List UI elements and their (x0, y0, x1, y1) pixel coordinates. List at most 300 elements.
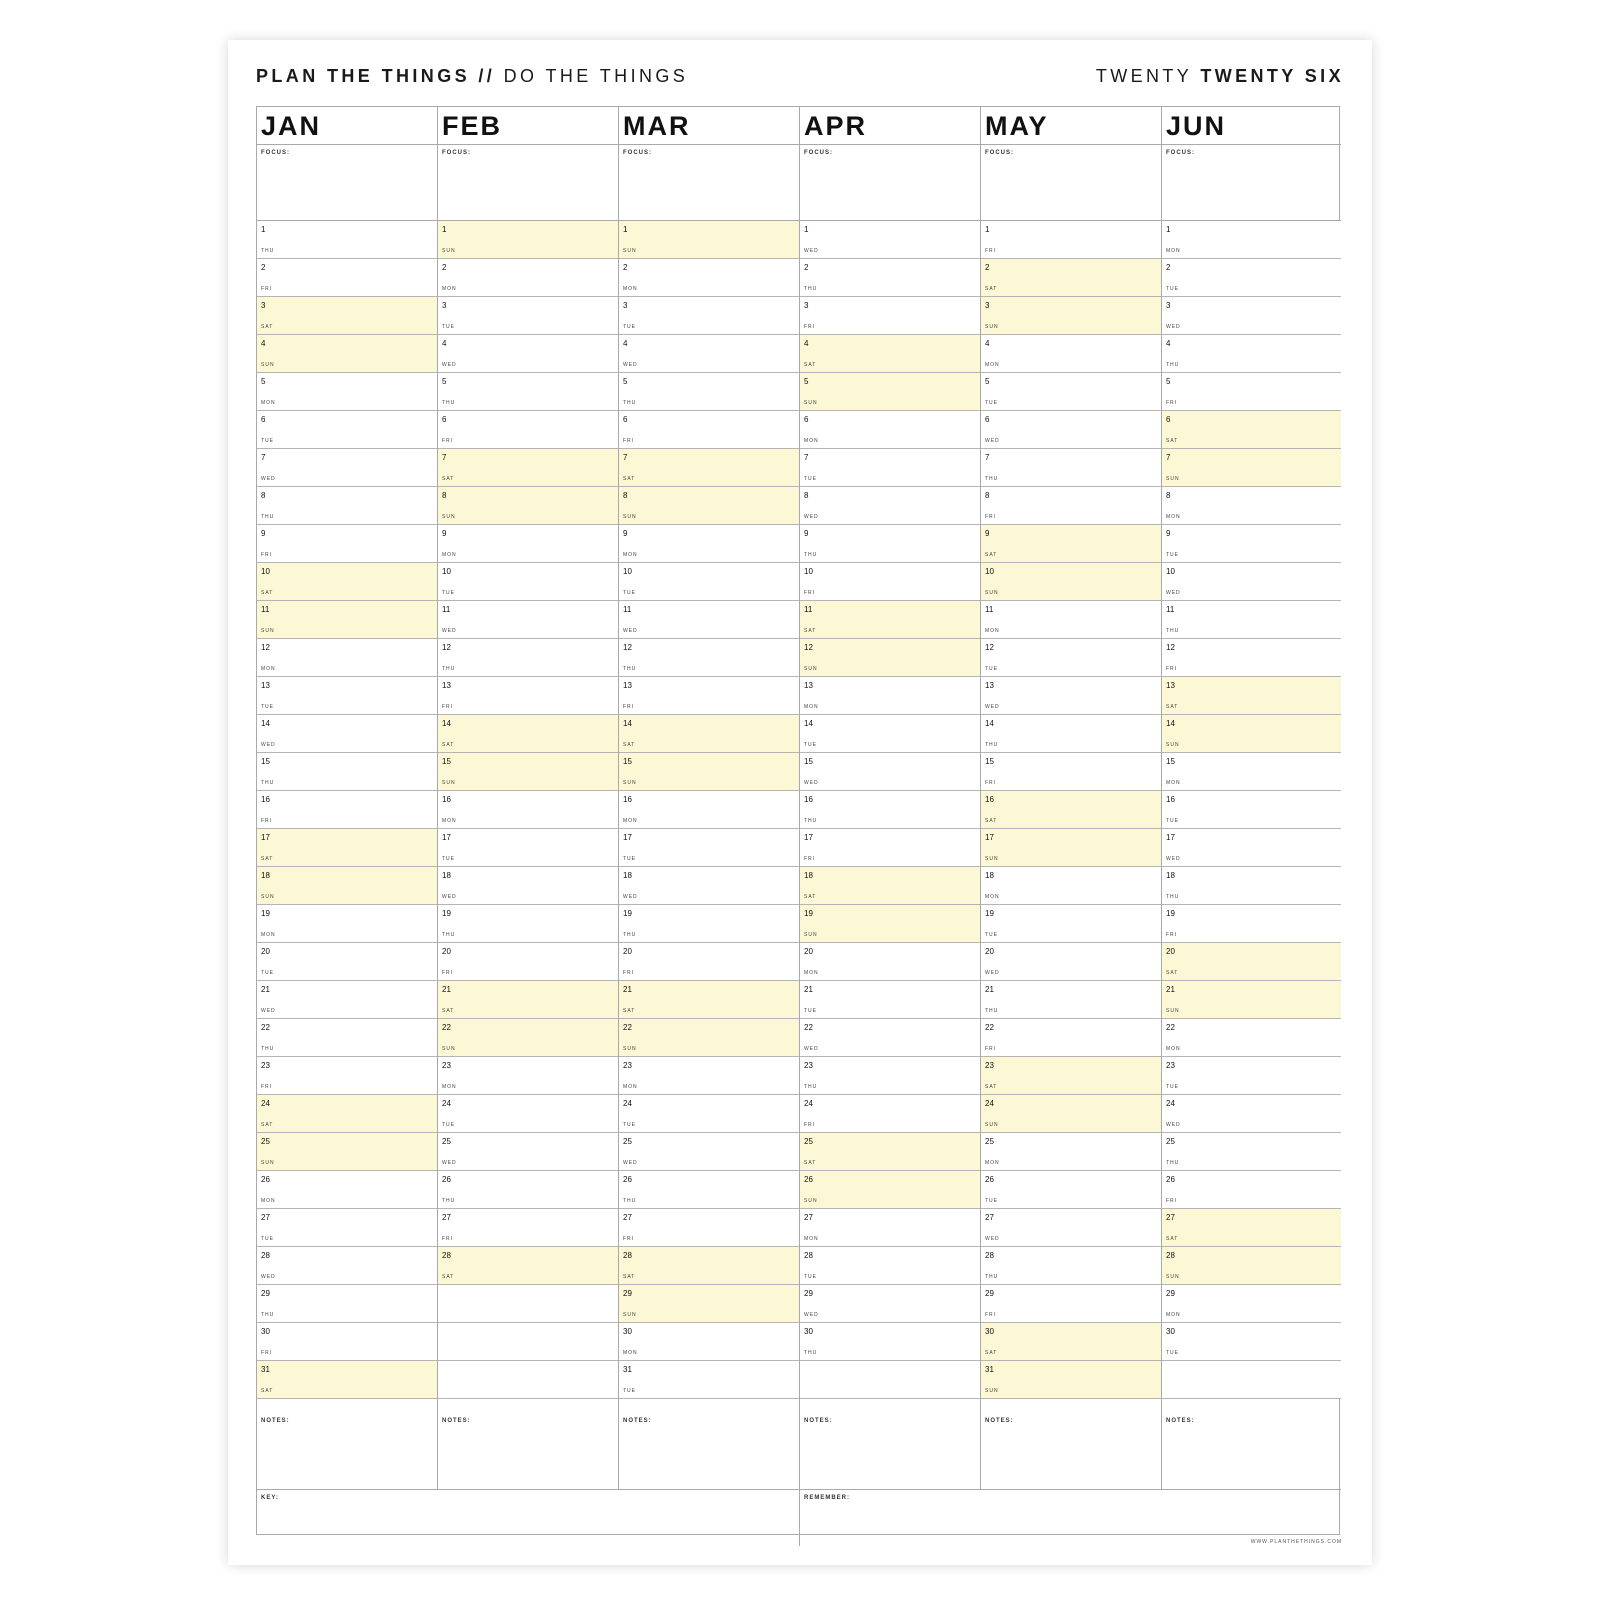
day-number: 6 (261, 415, 266, 424)
day-cell[interactable] (438, 1209, 618, 1247)
day-cell[interactable] (800, 1209, 980, 1247)
weekday-label: WED (804, 514, 819, 520)
day-cell[interactable] (800, 1247, 980, 1285)
day-cell[interactable] (1162, 259, 1341, 297)
day-cell[interactable] (981, 715, 1161, 753)
day-cell[interactable] (981, 905, 1161, 943)
day-cell[interactable] (800, 449, 980, 487)
day-cell[interactable] (800, 335, 980, 373)
day-cell[interactable] (438, 525, 618, 563)
weekday-label: THU (985, 476, 999, 482)
day-cell[interactable] (1162, 1133, 1341, 1171)
day-number: 31 (985, 1365, 994, 1374)
day-number: 5 (1166, 377, 1171, 386)
day-cell[interactable] (1162, 753, 1341, 791)
weekday-label: FRI (1166, 400, 1178, 406)
day-cell[interactable] (981, 297, 1161, 335)
day-cell[interactable] (619, 449, 799, 487)
day-cell[interactable] (1162, 791, 1341, 829)
day-cell[interactable] (1162, 297, 1341, 335)
day-cell[interactable] (619, 1209, 799, 1247)
focus-box[interactable] (438, 145, 618, 221)
day-cell[interactable] (981, 335, 1161, 373)
day-cell[interactable] (619, 221, 799, 259)
day-cell[interactable] (800, 1133, 980, 1171)
day-number: 30 (623, 1327, 632, 1336)
day-number: 5 (985, 377, 990, 386)
focus-box[interactable] (257, 145, 437, 221)
day-number: 1 (442, 225, 447, 234)
day-number: 16 (442, 795, 451, 804)
day-cell[interactable] (1162, 1095, 1341, 1133)
key-box[interactable] (257, 1489, 800, 1546)
tagline-light: DO THE THINGS (503, 66, 689, 86)
day-number: 12 (442, 643, 451, 652)
weekday-label: SUN (261, 894, 275, 900)
weekday-label: WED (985, 1236, 1000, 1242)
day-cell[interactable] (619, 639, 799, 677)
weekday-label: FRI (804, 324, 816, 330)
day-cell[interactable] (800, 677, 980, 715)
day-cell[interactable] (619, 753, 799, 791)
day-cell[interactable] (1162, 1323, 1341, 1361)
day-cell[interactable] (800, 601, 980, 639)
day-cell[interactable] (257, 335, 437, 373)
day-cell[interactable] (800, 1171, 980, 1209)
day-cell[interactable] (1162, 639, 1341, 677)
day-cell[interactable] (981, 449, 1161, 487)
day-cell[interactable] (619, 563, 799, 601)
notes-box[interactable] (619, 1413, 799, 1489)
day-number: 18 (985, 871, 994, 880)
day-cell[interactable] (257, 867, 437, 905)
notes-label: NOTES: (1166, 1418, 1195, 1424)
weekday-label: THU (442, 400, 456, 406)
day-number: 28 (261, 1251, 270, 1260)
day-cell[interactable] (800, 639, 980, 677)
day-number: 3 (985, 301, 990, 310)
focus-box[interactable] (619, 145, 799, 221)
day-cell[interactable] (800, 943, 980, 981)
day-cell[interactable] (800, 221, 980, 259)
day-cell[interactable] (619, 373, 799, 411)
day-cell[interactable] (981, 373, 1161, 411)
day-cell[interactable] (619, 411, 799, 449)
day-cell[interactable] (800, 791, 980, 829)
day-cell[interactable] (1162, 1019, 1341, 1057)
day-cell[interactable] (438, 943, 618, 981)
weekday-label: SAT (985, 818, 998, 824)
weekday-label: WED (1166, 324, 1181, 330)
day-cell[interactable] (981, 221, 1161, 259)
day-cell[interactable] (800, 867, 980, 905)
day-cell[interactable] (800, 373, 980, 411)
day-number: 10 (804, 567, 813, 576)
day-cell[interactable] (1162, 905, 1341, 943)
day-cell[interactable] (619, 867, 799, 905)
day-number: 3 (623, 301, 628, 310)
day-cell[interactable] (438, 259, 618, 297)
day-cell[interactable] (1162, 715, 1341, 753)
day-cell[interactable] (257, 677, 437, 715)
day-cell[interactable] (438, 867, 618, 905)
day-cell[interactable] (981, 867, 1161, 905)
day-cell[interactable] (619, 829, 799, 867)
day-number: 18 (804, 871, 813, 880)
notes-box[interactable] (1162, 1413, 1341, 1489)
day-cell[interactable] (800, 829, 980, 867)
calendar-grid (256, 106, 1340, 1535)
weekday-label: SUN (442, 780, 456, 786)
weekday-label: MON (1166, 1046, 1181, 1052)
day-cell[interactable] (438, 1133, 618, 1171)
weekday-label: MON (261, 666, 276, 672)
day-cell[interactable] (981, 1209, 1161, 1247)
day-cell[interactable] (619, 1057, 799, 1095)
day-number: 19 (1166, 909, 1175, 918)
notes-label: NOTES: (261, 1418, 290, 1424)
day-cell[interactable] (438, 221, 618, 259)
day-cell[interactable] (800, 1057, 980, 1095)
day-cell[interactable] (800, 1019, 980, 1057)
day-cell[interactable] (257, 791, 437, 829)
weekday-label: SUN (804, 932, 818, 938)
day-cell[interactable] (981, 791, 1161, 829)
focus-box[interactable] (1162, 145, 1341, 221)
day-cell[interactable] (619, 1095, 799, 1133)
day-cell[interactable] (800, 753, 980, 791)
weekday-label: TUE (623, 590, 636, 596)
weekday-label: TUE (985, 400, 998, 406)
weekday-label: THU (804, 1084, 818, 1090)
day-cell[interactable] (438, 487, 618, 525)
day-number: 28 (442, 1251, 451, 1260)
day-cell[interactable] (619, 677, 799, 715)
notes-box[interactable] (981, 1413, 1161, 1489)
day-cell[interactable] (619, 981, 799, 1019)
day-cell[interactable] (1162, 335, 1341, 373)
day-number: 14 (985, 719, 994, 728)
day-number: 8 (1166, 491, 1171, 500)
weekday-label: TUE (804, 1274, 817, 1280)
weekday-label: SAT (261, 856, 274, 862)
day-number: 27 (623, 1213, 632, 1222)
day-cell[interactable] (438, 1095, 618, 1133)
weekday-label: SUN (442, 514, 456, 520)
day-cell[interactable] (619, 1247, 799, 1285)
weekday-label: SAT (261, 1122, 274, 1128)
day-cell[interactable] (619, 905, 799, 943)
day-cell[interactable] (1162, 373, 1341, 411)
day-cell[interactable] (619, 335, 799, 373)
day-cell[interactable] (257, 411, 437, 449)
weekday-label: SUN (804, 1198, 818, 1204)
focus-box[interactable] (800, 145, 980, 221)
day-cell[interactable] (981, 1285, 1161, 1323)
day-cell[interactable] (1162, 449, 1341, 487)
day-cell[interactable] (619, 943, 799, 981)
day-cell[interactable] (438, 1247, 618, 1285)
day-cell[interactable] (257, 525, 437, 563)
day-cell[interactable] (981, 601, 1161, 639)
day-cell[interactable] (438, 829, 618, 867)
day-number: 9 (1166, 529, 1171, 538)
day-cell[interactable] (257, 829, 437, 867)
day-cell[interactable] (619, 525, 799, 563)
day-cell[interactable] (257, 1057, 437, 1095)
day-cell[interactable] (257, 1133, 437, 1171)
day-cell[interactable] (619, 297, 799, 335)
day-cell[interactable] (257, 1209, 437, 1247)
day-number: 28 (623, 1251, 632, 1260)
day-number: 11 (1166, 605, 1175, 614)
notes-box[interactable] (800, 1413, 980, 1489)
day-cell[interactable] (257, 373, 437, 411)
day-number: 1 (261, 225, 266, 234)
day-cell[interactable] (981, 1323, 1161, 1361)
day-cell[interactable] (438, 905, 618, 943)
day-number: 29 (623, 1289, 632, 1298)
notes-box[interactable] (257, 1413, 437, 1489)
day-cell[interactable] (800, 563, 980, 601)
day-cell[interactable] (981, 563, 1161, 601)
day-number: 2 (1166, 263, 1171, 272)
weekday-label: SAT (623, 1274, 636, 1280)
day-cell[interactable] (438, 1171, 618, 1209)
day-cell[interactable] (981, 943, 1161, 981)
day-number: 23 (804, 1061, 813, 1070)
day-cell[interactable] (981, 411, 1161, 449)
day-cell[interactable] (981, 677, 1161, 715)
weekday-label: TUE (442, 856, 455, 862)
day-number: 18 (261, 871, 270, 880)
day-cell[interactable] (257, 563, 437, 601)
day-number: 22 (1166, 1023, 1175, 1032)
day-cell[interactable] (800, 981, 980, 1019)
day-list (981, 221, 1161, 1399)
day-cell[interactable] (438, 1019, 618, 1057)
day-cell[interactable] (1162, 221, 1341, 259)
month-column-apr (800, 107, 981, 1489)
focus-label: FOCUS: (623, 150, 652, 156)
day-cell[interactable] (257, 1171, 437, 1209)
day-number: 27 (1166, 1213, 1175, 1222)
day-cell[interactable] (257, 905, 437, 943)
day-cell[interactable] (257, 221, 437, 259)
day-cell[interactable] (800, 411, 980, 449)
day-number: 2 (261, 263, 266, 272)
day-number: 29 (1166, 1289, 1175, 1298)
day-cell[interactable] (1162, 943, 1341, 981)
day-cell[interactable] (438, 373, 618, 411)
day-cell[interactable] (438, 297, 618, 335)
weekday-label: FRI (261, 286, 273, 292)
day-number: 17 (442, 833, 451, 842)
day-number: 15 (442, 757, 451, 766)
day-cell[interactable] (1162, 487, 1341, 525)
focus-label: FOCUS: (985, 150, 1014, 156)
day-number: 25 (261, 1137, 270, 1146)
day-cell[interactable] (257, 1361, 437, 1399)
day-cell[interactable] (981, 639, 1161, 677)
weekday-label: SAT (985, 1350, 998, 1356)
day-number: 20 (261, 947, 270, 956)
day-cell[interactable] (1162, 563, 1341, 601)
weekday-label: SAT (261, 324, 274, 330)
day-number: 14 (1166, 719, 1175, 728)
day-cell[interactable] (619, 1171, 799, 1209)
day-cell[interactable] (438, 449, 618, 487)
day-cell[interactable] (257, 1095, 437, 1133)
day-cell[interactable] (438, 1057, 618, 1095)
day-cell[interactable] (257, 715, 437, 753)
day-cell[interactable] (619, 1285, 799, 1323)
day-cell[interactable] (438, 563, 618, 601)
day-number: 10 (623, 567, 632, 576)
day-cell[interactable] (1162, 525, 1341, 563)
day-cell[interactable] (1162, 1285, 1341, 1323)
weekday-label: WED (985, 704, 1000, 710)
day-cell[interactable] (257, 981, 437, 1019)
weekday-label: TUE (804, 742, 817, 748)
day-cell[interactable] (438, 639, 618, 677)
day-cell[interactable] (619, 487, 799, 525)
day-list (438, 221, 618, 1399)
day-number: 5 (442, 377, 447, 386)
day-cell[interactable] (257, 297, 437, 335)
day-number: 9 (623, 529, 628, 538)
day-cell[interactable] (438, 791, 618, 829)
weekday-label: MON (804, 438, 819, 444)
day-cell[interactable] (619, 791, 799, 829)
day-number: 15 (623, 757, 632, 766)
weekday-label: TUE (985, 932, 998, 938)
day-cell[interactable] (257, 259, 437, 297)
month-name: FEB (438, 107, 618, 145)
day-cell[interactable] (800, 715, 980, 753)
day-number: 19 (623, 909, 632, 918)
day-cell[interactable] (800, 905, 980, 943)
day-cell[interactable] (1162, 981, 1341, 1019)
day-cell[interactable] (800, 259, 980, 297)
day-cell[interactable] (1162, 867, 1341, 905)
day-cell[interactable] (981, 753, 1161, 791)
day-number: 16 (623, 795, 632, 804)
day-cell[interactable] (981, 981, 1161, 1019)
weekday-label: MON (1166, 780, 1181, 786)
notes-box[interactable] (438, 1413, 618, 1489)
weekday-label: TUE (1166, 552, 1179, 558)
day-cell[interactable] (981, 1133, 1161, 1171)
day-cell[interactable] (438, 715, 618, 753)
weekday-label: FRI (804, 1122, 816, 1128)
day-cell[interactable] (800, 1285, 980, 1323)
day-cell[interactable] (619, 715, 799, 753)
day-cell[interactable] (800, 487, 980, 525)
day-cell[interactable] (619, 1323, 799, 1361)
day-cell[interactable] (981, 1019, 1161, 1057)
day-cell[interactable] (1162, 1209, 1341, 1247)
weekday-label: MON (261, 400, 276, 406)
day-number: 19 (804, 909, 813, 918)
day-cell[interactable] (438, 981, 618, 1019)
day-cell[interactable] (257, 1247, 437, 1285)
day-cell[interactable] (257, 1019, 437, 1057)
day-cell[interactable] (800, 525, 980, 563)
weekday-label: FRI (442, 704, 454, 710)
weekday-label: TUE (261, 704, 274, 710)
day-cell[interactable] (1162, 411, 1341, 449)
day-cell[interactable] (438, 335, 618, 373)
day-cell[interactable] (257, 753, 437, 791)
day-number: 13 (623, 681, 632, 690)
weekday-label: WED (442, 362, 457, 368)
day-cell[interactable] (981, 487, 1161, 525)
day-cell[interactable] (981, 829, 1161, 867)
day-cell[interactable] (981, 1095, 1161, 1133)
day-cell[interactable] (1162, 677, 1341, 715)
day-number: 21 (1166, 985, 1175, 994)
day-cell[interactable] (619, 1019, 799, 1057)
day-cell[interactable] (257, 487, 437, 525)
day-cell[interactable] (257, 449, 437, 487)
weekday-label: FRI (442, 438, 454, 444)
day-number: 1 (1166, 225, 1171, 234)
day-cell[interactable] (438, 601, 618, 639)
day-cell[interactable] (800, 1095, 980, 1133)
day-cell[interactable] (257, 639, 437, 677)
day-cell[interactable] (438, 411, 618, 449)
day-cell[interactable] (438, 753, 618, 791)
weekday-label: FRI (985, 1312, 997, 1318)
day-cell[interactable] (800, 1323, 980, 1361)
day-cell[interactable] (981, 1247, 1161, 1285)
day-cell[interactable] (981, 259, 1161, 297)
day-cell[interactable] (438, 677, 618, 715)
day-cell[interactable] (619, 259, 799, 297)
day-cell[interactable] (800, 297, 980, 335)
day-cell[interactable] (257, 943, 437, 981)
day-cell[interactable] (619, 601, 799, 639)
weekday-label: WED (261, 742, 276, 748)
day-cell[interactable] (1162, 829, 1341, 867)
day-cell[interactable] (1162, 1057, 1341, 1095)
day-cell[interactable] (1162, 601, 1341, 639)
day-cell[interactable] (981, 1171, 1161, 1209)
day-cell[interactable] (981, 1057, 1161, 1095)
day-cell[interactable] (1162, 1247, 1341, 1285)
remember-box[interactable] (800, 1489, 1341, 1546)
weekday-label: TUE (1166, 286, 1179, 292)
weekday-label: MON (261, 1198, 276, 1204)
planner-sheet (228, 40, 1372, 1565)
day-cell[interactable] (257, 1323, 437, 1361)
weekday-label: MON (985, 894, 1000, 900)
day-cell[interactable] (1162, 1171, 1341, 1209)
weekday-label: MON (985, 1160, 1000, 1166)
day-cell[interactable] (981, 1361, 1161, 1399)
weekday-label: THU (623, 932, 637, 938)
day-number: 11 (985, 605, 994, 614)
day-cell[interactable] (981, 525, 1161, 563)
day-cell[interactable] (257, 1285, 437, 1323)
day-cell[interactable] (257, 601, 437, 639)
weekday-label: WED (442, 628, 457, 634)
focus-box[interactable] (981, 145, 1161, 221)
day-cell[interactable] (619, 1361, 799, 1399)
day-cell[interactable] (619, 1133, 799, 1171)
weekday-label: SUN (1166, 1008, 1180, 1014)
